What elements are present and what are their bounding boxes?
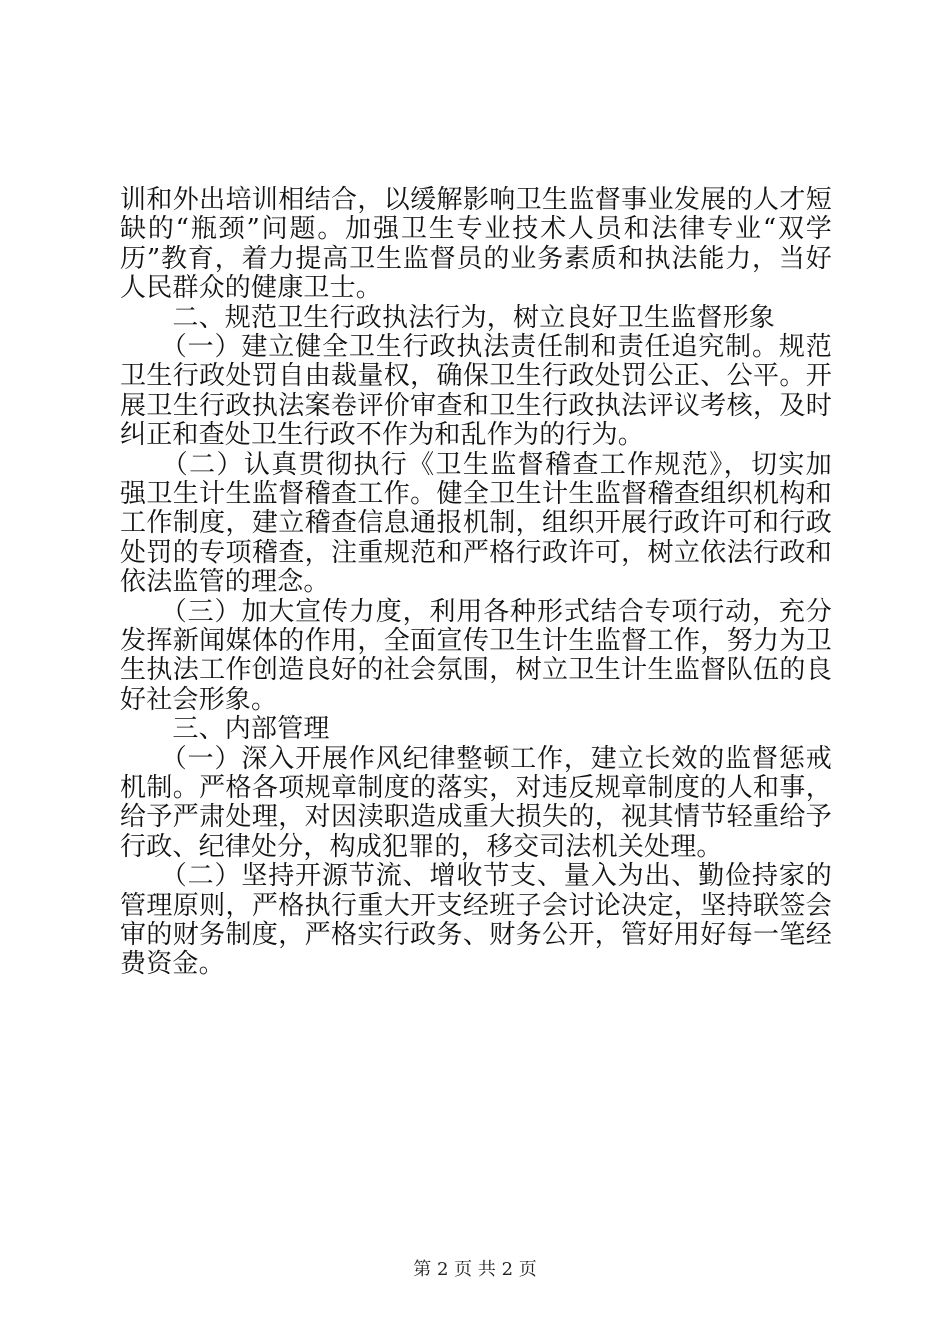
text-line: 人民群众的健康卫士。 (120, 273, 383, 304)
text-line: （一）建立健全卫生行政执法责任制和责任追究制。规范 (120, 332, 832, 362)
text-line: 卫生行政处罚自由裁量权，确保卫生行政处罚公正、公平。开 (120, 361, 832, 392)
text-line: 依法监管的理念。 (120, 567, 330, 598)
text-line: 行政、纪律处分，构成犯罪的，移交司法机关处理。 (120, 831, 723, 862)
text-line: 审的财务制度，严格实行政务、财务公开，管好用好每一笔经 (120, 920, 832, 950)
text-line: 机制。严格各项规章制度的落实，对违反规章制度的人和事， (120, 773, 832, 803)
text-line: 处罚的专项稽查，注重规范和严格行政许可，树立依法行政和 (120, 537, 832, 568)
text-line: （二）认真贯彻执行《卫生监督稽查工作规范》，切实加 (120, 449, 832, 480)
text-line: 费资金。 (120, 949, 225, 980)
text-line: 给予严肃处理，对因渎职造成重大损失的，视其情节轻重给予 (120, 802, 832, 833)
text-line: 强卫生计生监督稽查工作。健全卫生计生监督稽查组织机构和 (120, 479, 832, 509)
text-line: 训和外出培训相结合，以缓解影响卫生监督事业发展的人才短 (120, 185, 832, 215)
text-line: 历”教育，着力提高卫生监督员的业务素质和执法能力，当好 (120, 243, 832, 274)
text-line: 好社会形象。 (120, 684, 278, 715)
text-line: 工作制度，建立稽查信息通报机制，组织开展行政许可和行政 (120, 508, 832, 539)
text-line: （三）加大宣传力度，利用各种形式结合专项行动，充分 (120, 596, 832, 627)
text-line: 管理原则，严格执行重大开支经班子会讨论决定，坚持联签会 (120, 890, 832, 921)
text-line: 发挥新闻媒体的作用，全面宣传卫生计生监督工作，努力为卫 (120, 626, 832, 656)
text-line: （一）深入开展作风纪律整顿工作，建立长效的监督惩戒 (120, 743, 832, 774)
section-heading: 三、内部管理 (120, 714, 330, 745)
text-line: 缺的“瓶颈”问题。加强卫生专业技术人员和法律专业“双学 (120, 214, 832, 245)
text-line: （二）坚持开源节流、增收节支、量入为出、勤俭持家的 (120, 861, 832, 892)
text-line: 生执法工作创造良好的社会氛围，树立卫生计生监督队伍的良 (120, 655, 832, 686)
page-number-footer: 第 2 页 共 2 页 (413, 1259, 537, 1280)
section-heading: 二、规范卫生行政执法行为，树立良好卫生监督形象 (120, 302, 776, 333)
text-line: 纠正和查处卫生行政不作为和乱作为的行为。 (120, 420, 645, 451)
text-line: 展卫生行政执法案卷评价审查和卫生行政执法评议考核，及时 (120, 390, 832, 421)
